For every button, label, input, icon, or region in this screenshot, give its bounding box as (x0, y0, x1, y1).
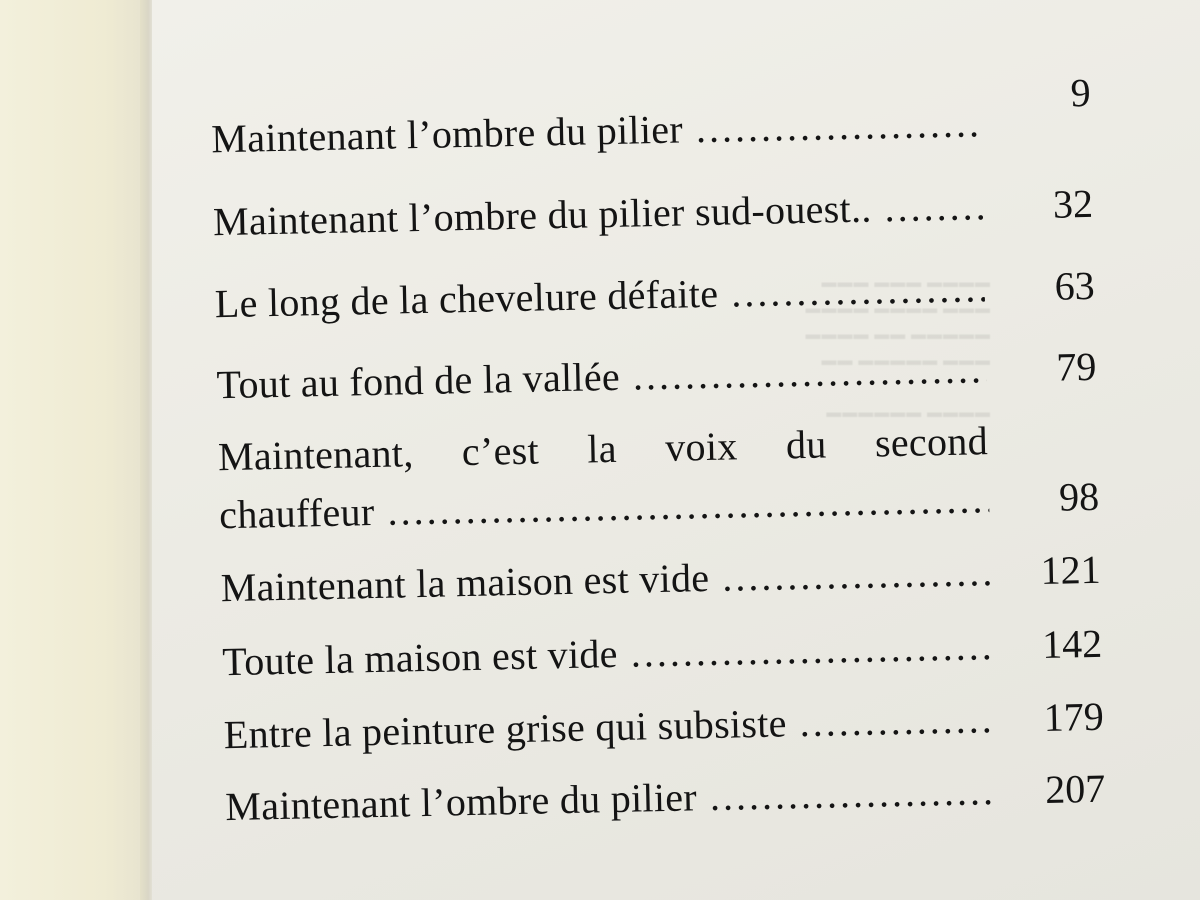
toc-entry-page: 142 (1041, 620, 1103, 668)
toc-entry-title: Tout au fond de la vallée ..... (216, 334, 987, 420)
toc-entry (212, 169, 1093, 257)
toc-entry-title: Toute la maison est vide ..... (222, 611, 993, 697)
toc-entry (210, 69, 1092, 174)
toc-entry-title: Maintenant l’ombre du pilier sud-ouest.. ..... (212, 171, 983, 257)
toc-entry-title-word: second (874, 418, 989, 466)
toc-entry-title-word: la (586, 425, 618, 472)
toc-entry-page: 207 (1044, 765, 1106, 813)
toc-entry-page: 179 (1043, 693, 1105, 741)
toc-entry-page: 98 (1058, 473, 1100, 520)
toc-entry-page: 32 (1052, 180, 1094, 227)
toc-entry-title: Entre la peinture grise qui subsiste ..... (223, 684, 994, 770)
toc-entry-title-word: du (785, 421, 828, 468)
toc-entry-title-line2: chauffeur ..... (219, 464, 990, 550)
toc-entry-title: Le long de la chevelure défaite ..... (214, 253, 985, 339)
toc-entry-page: 9 (1070, 69, 1092, 116)
toc-entry (214, 251, 1095, 339)
toc-entry-page: 79 (1055, 343, 1097, 390)
toc-entry-title-word: voix (664, 423, 738, 470)
show-through-shadow: ▬▬▬▬ ▬▬▬ ▬▬▬ ▬▬▬ ▬▬▬▬ ▬▬▬▬ ▬▬▬▬▬ ▬▬ ▬▬▬▬ ▬▬▬ ▬▬▬▬▬ ▬▬ ▬▬▬▬ ▬▬▬▬▬▬ (804, 275, 990, 421)
toc-entry-page: 121 (1040, 546, 1102, 594)
toc-entry-title: Maintenant la maison est vide ..... (220, 537, 991, 623)
toc-entry-page: 63 (1054, 262, 1096, 309)
toc-entry-title: Maintenant l’ombre du pilier ..... (211, 88, 982, 174)
toc-entry-title-word: c’est (461, 427, 540, 475)
toc-entry-title-word: Maintenant, (217, 430, 414, 480)
toc-entry-title: Maintenant l’ombre du pilier ..... (225, 756, 996, 842)
